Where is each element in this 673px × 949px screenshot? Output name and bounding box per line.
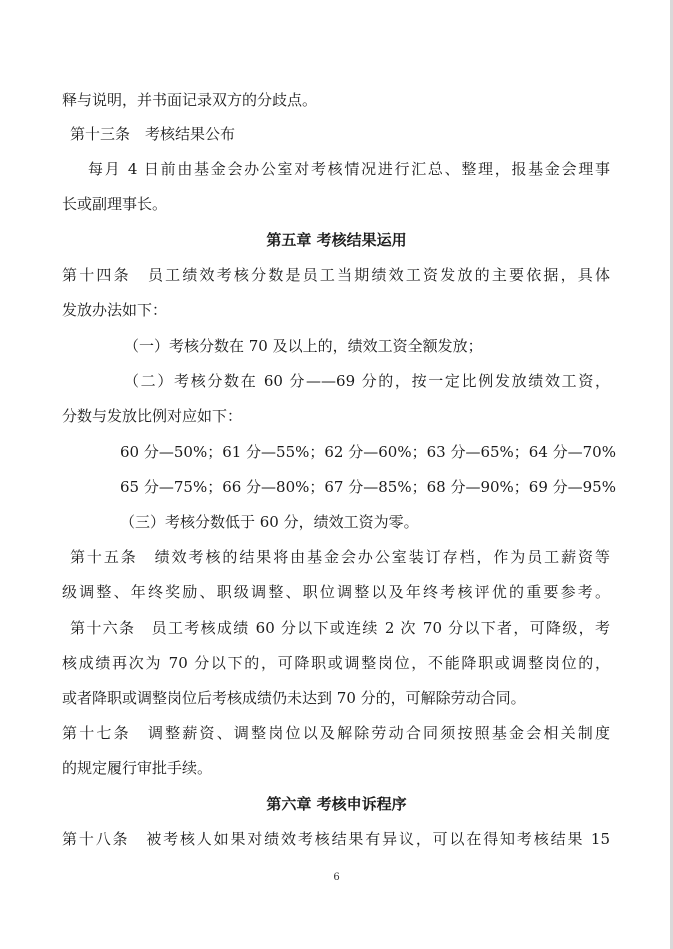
list-item: （一）考核分数在 70 及以上的，绩效工资全额发放；	[124, 337, 483, 355]
list-item: （二）考核分数在 60 分——69 分的，按一定比例发放绩效工资，	[124, 372, 610, 390]
paragraph-line: 释与说明，并书面记录双方的分歧点。	[62, 91, 318, 109]
page-number: 6	[333, 872, 340, 883]
paragraph-line: 长或副理事长。	[62, 195, 168, 213]
paragraph-line: 第十五条 绩效考核的结果将由基金会办公室装订存档，作为员工薪资等	[70, 548, 610, 566]
paragraph-line: 发放办法如下：	[62, 301, 168, 319]
score-ratio-line: 60 分—50%；61 分—55%；62 分—60%；63 分—65%；64 分—70%	[120, 443, 616, 461]
paragraph-line: 级调整、年终奖励、职级调整、职位调整以及年终考核评优的重要参考。	[62, 583, 610, 601]
paragraph-line: 第十七条 调整薪资、调整岗位以及解除劳动合同须按照基金会相关制度	[62, 724, 610, 742]
paragraph-line: 分数与发放比例对应如下：	[62, 407, 243, 425]
paragraph-line: 第十四条 员工绩效考核分数是员工当期绩效工资发放的主要依据，具体	[62, 266, 610, 284]
paragraph-line: 核成绩再次为 70 分以下的，可降职或调整岗位，不能降职或调整岗位的，	[62, 654, 610, 672]
chapter-heading: 第五章 考核结果运用	[266, 231, 407, 249]
paragraph-line: 或者降职或调整岗位后考核成绩仍未达到 70 分的，可解除劳动合同。	[62, 689, 526, 707]
score-ratio-line: 65 分—75%；66 分—80%；67 分—85%；68 分—90%；69 分—95%	[120, 478, 616, 496]
paragraph-line: 的规定履行审批手续。	[62, 759, 213, 777]
paragraph-line: 每月 4 日前由基金会办公室对考核情况进行汇总、整理，报基金会理事	[88, 160, 610, 178]
paragraph-line: 第十八条 被考核人如果对绩效考核结果有异议，可以在得知考核结果 15	[62, 830, 610, 848]
list-item: （三）考核分数低于 60 分，绩效工资为零。	[120, 513, 419, 531]
article-heading: 第十三条 考核结果公布	[70, 125, 236, 143]
chapter-heading: 第六章 考核申诉程序	[266, 795, 407, 813]
paragraph-line: 第十六条 员工考核成绩 60 分以下或连续 2 次 70 分以下者，可降级，考	[70, 619, 610, 637]
